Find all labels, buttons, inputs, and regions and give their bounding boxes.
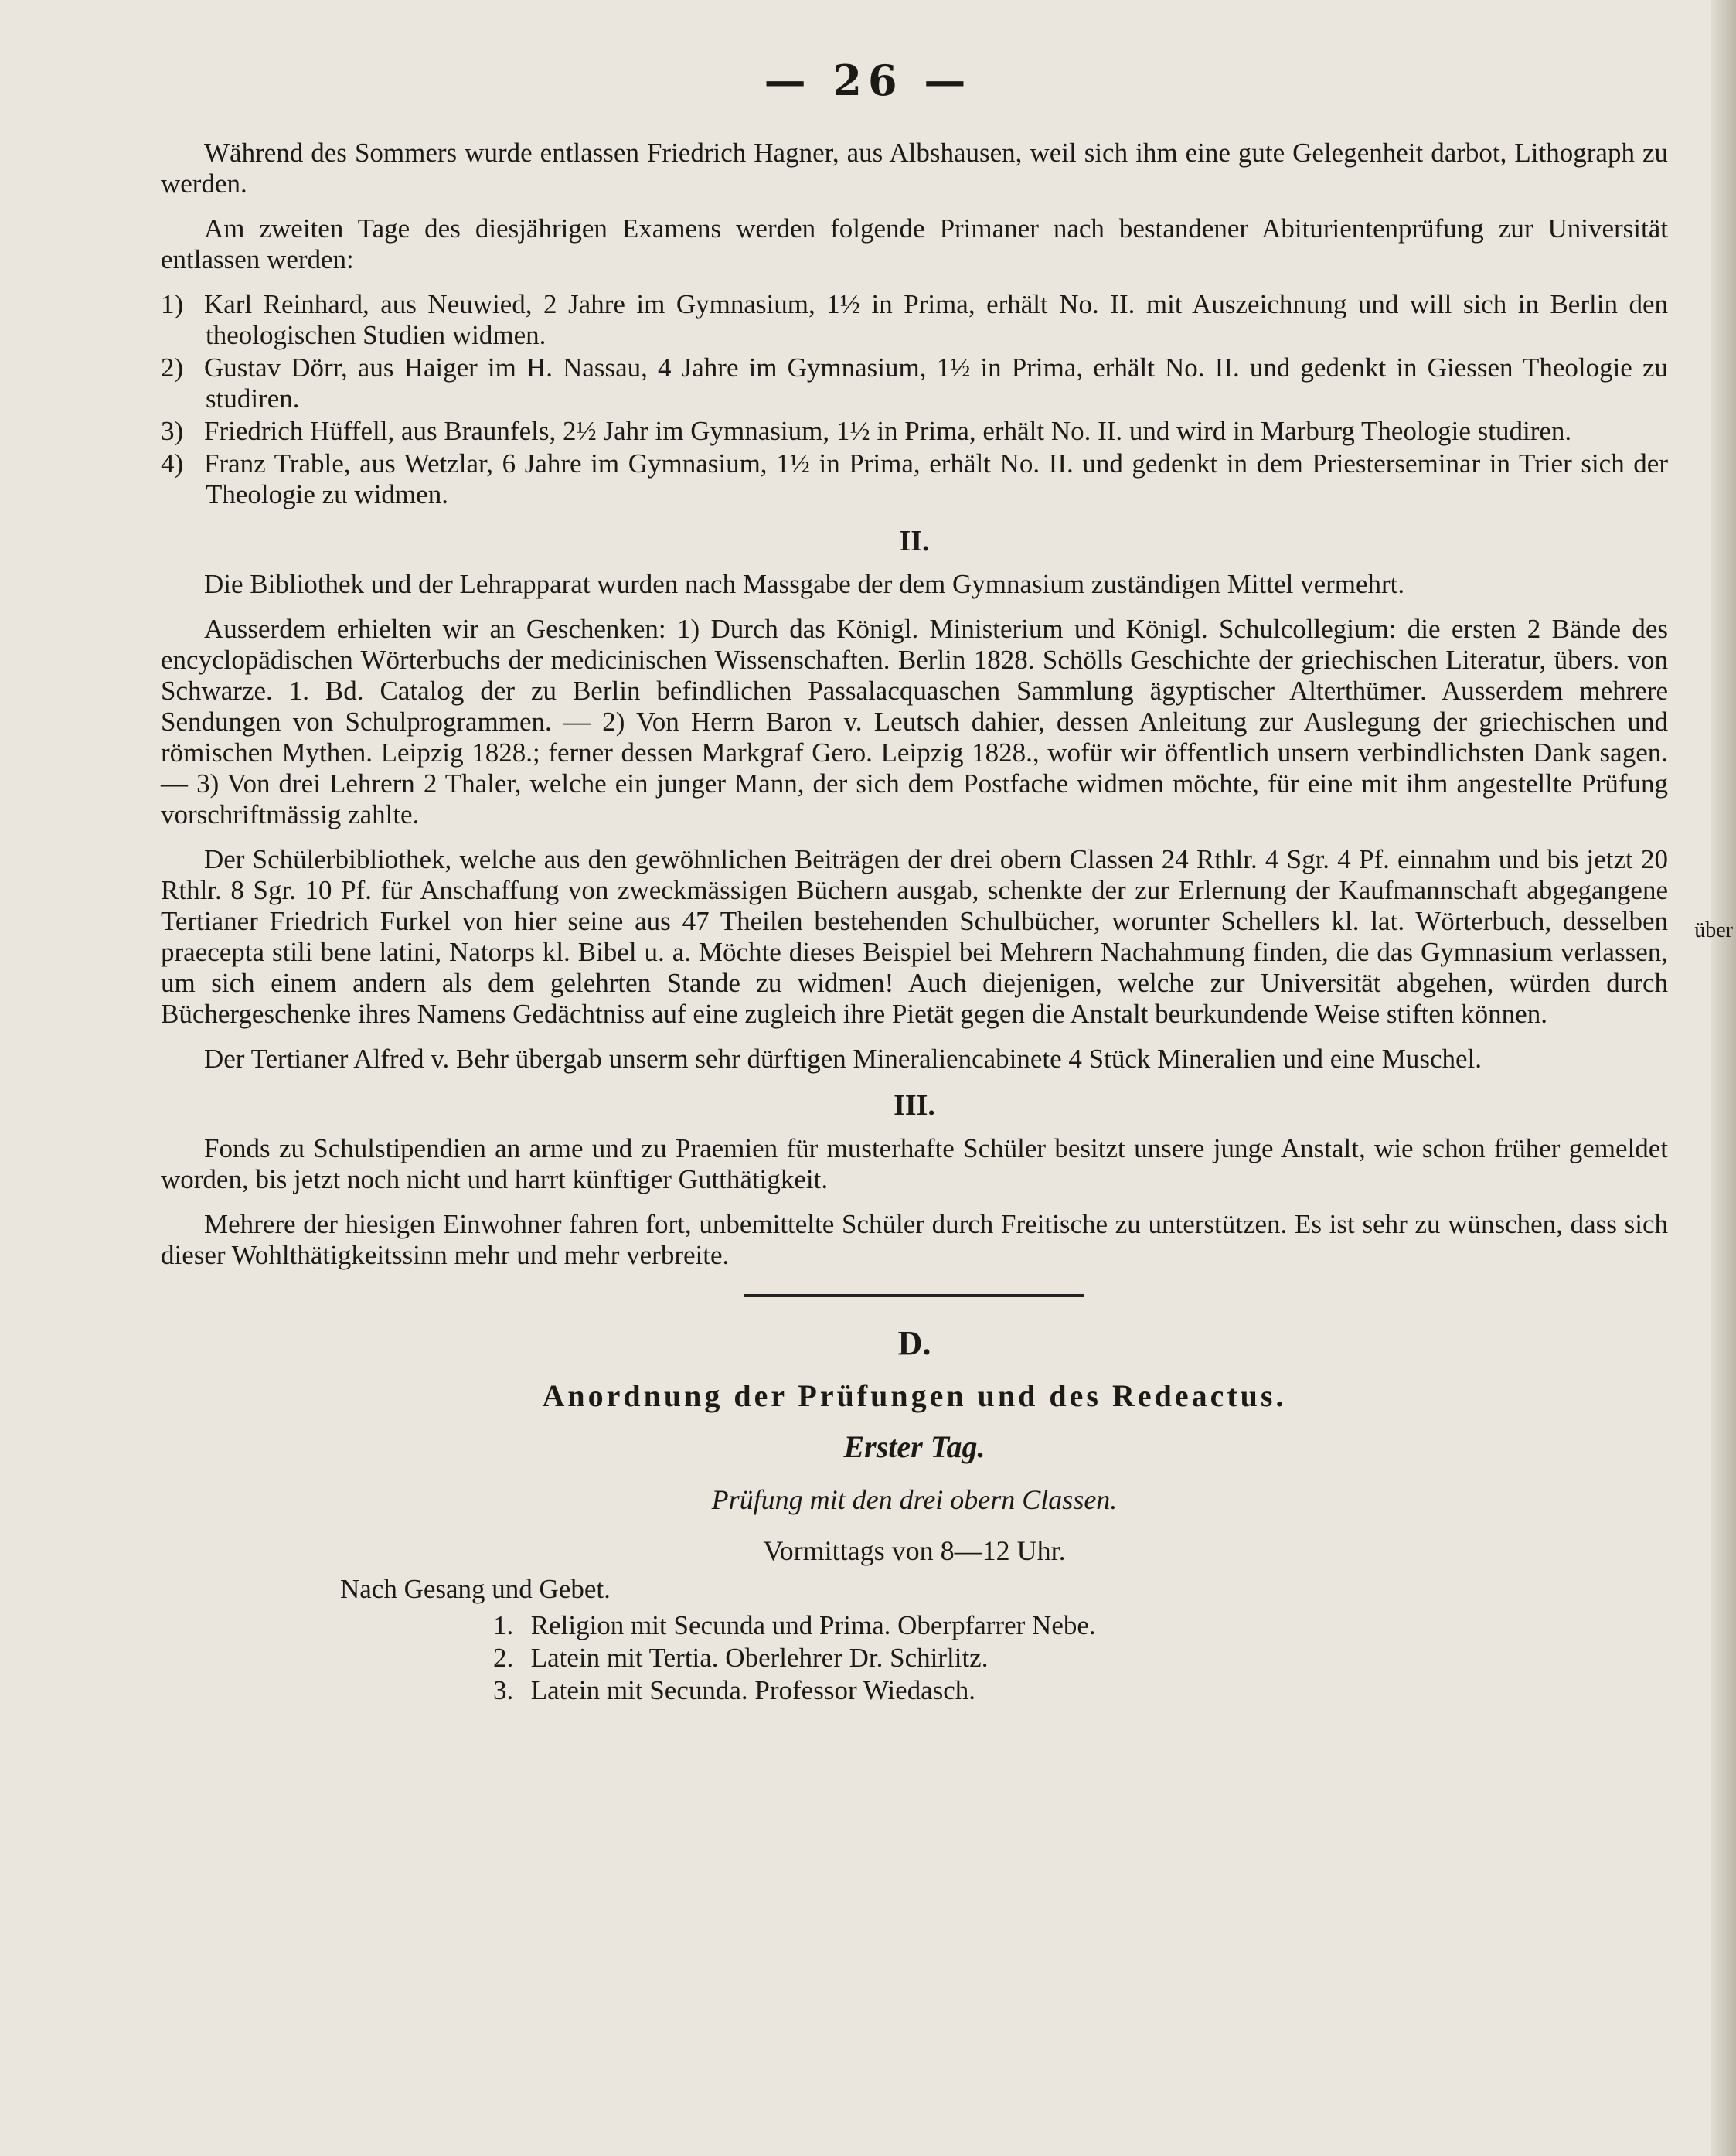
list-number: 4) xyxy=(161,448,184,479)
page-edge xyxy=(1711,0,1736,2156)
margin-note: über xyxy=(1694,918,1733,942)
list-text: Gustav Dörr, aus Haiger im H. Nassau, 4 Jahre im Gymnasium, 1½ in Prima, erhält No. II. und gedenkt in Giessen Theologie zu studiren. xyxy=(204,353,1668,414)
paragraph: Am zweiten Tage des diesjährigen Examens werden folgende Primaner nach bestandener Abiturientenprüfung zur Universität entlassen werden: xyxy=(161,213,1668,274)
schedule-item xyxy=(493,1609,1668,1642)
paragraph: Der Tertianer Alfred v. Behr übergab unserm sehr dürftigen Mineraliencabinete 4 Stück Mineralien und eine Muschel. xyxy=(204,1044,1482,1074)
page-number: — 26 — xyxy=(764,56,972,105)
schedule-item xyxy=(493,1642,1668,1674)
list-text: Karl Reinhard, aus Neuwied, 2 Jahre im Gymnasium, 1½ in Prima, erhält No. II. mit Auszeichnung und will sich in Berlin den theologischen Studien widmen. xyxy=(204,289,1668,350)
list-text: Friedrich Hüffell, aus Braunfels, 2½ Jahr im Gymnasium, 1½ in Prima, erhält No. II. und wird in Marburg Theologie studiren. xyxy=(204,416,1572,446)
list-number: 2) xyxy=(161,353,184,383)
paragraph: Ausserdem erhielten wir an Geschenken: 1) Durch das Königl. Ministerium und Königl. Schulcollegium: die ersten 2 Bände des encyclopädischen Wörterbuchs der medicinischen Wissenschaften. Berlin 1828. Schölls Geschichte der griechischen Literatur, übers. von Schwarze. 1. Bd. Catalog der zu Berlin befindlichen Passalacquaschen Sammlung ägyptischer Alterthümer. Ausserdem mehrere Sendungen von Schulprogrammen. — 2) Von Herrn Baron v. Leutsch dahier, dessen Anleitung zur Auslegung der griechischen und römischen Mythen. Leipzig 1828.; ferner dessen Markgraf Gero. Leipzig 1828., wofür wir öffentlich unsern verbindlichsten Dank sagen. — 3) Von drei Lehrern 2 Thaler, welche ein junger Mann, der sich dem Postfache widmen möchte, für eine mit ihm angestellte Prüfung vorschriftmässig zahlte. xyxy=(161,614,1668,829)
exam-schedule xyxy=(161,1609,1668,1707)
schedule-text: Religion mit Secunda und Prima. Oberpfarrer Nebe. xyxy=(530,1610,1096,1640)
paragraph: Die Bibliothek und der Lehrapparat wurden nach Massgabe der dem Gymnasium zuständigen Mittel vermehrt. xyxy=(204,569,1405,599)
paragraph: Mehrere der hiesigen Einwohner fahren fort, unbemittelte Schüler durch Freitische zu unterstützen. Es ist sehr zu wünschen, dass sich dieser Wohlthätigkeitssinn mehr und mehr verbreite. xyxy=(161,1209,1668,1270)
schedule-item xyxy=(493,1674,1668,1707)
list-item xyxy=(161,448,1668,510)
list-item xyxy=(161,289,1668,351)
list-number: 3) xyxy=(161,416,184,446)
list-number: 1) xyxy=(161,289,184,319)
paragraph: Der Schülerbibliothek, welche aus den gewöhnlichen Beiträgen der drei obern Classen 24 Rthlr. 4 Sgr. 4 Pf. einnahm und bis jetzt 20 Rthlr. 8 Sgr. 10 Pf. für Anschaffung von zweckmässigen Büchern ausgab, schenkte der zur Erlernung der Kaufmannschaft abgegangene Tertianer Friedrich Furkel von hier seine aus 47 Theilen bestehenden Schulbücher, worunter Schellers kl. lat. Wörterbuch, desselben praecepta stili bene latini, Natorps kl. Bibel u. a. Möchte dieses Beispiel bei Mehrern Nachahmung finden, die das Gymnasium verlassen, um sich einem andern als dem gelehrten Stande zu widmen! Auch diejenigen, welche zur Universität abgehen, würden durch Büchergeschenke ihres Namens Gedächtniss auf eine zugleich ihre Pietät gegen die Anstalt beurkundende Weise stiften können. xyxy=(161,844,1668,1029)
schedule-number: 3. xyxy=(493,1675,514,1705)
section-title: Anordnung der Prüfungen und des Redeactus. xyxy=(542,1378,1287,1413)
section-heading: II. xyxy=(899,525,930,557)
day-title: Erster Tag. xyxy=(843,1429,985,1464)
schedule-number: 2. xyxy=(493,1643,514,1673)
list-item xyxy=(161,416,1668,447)
schedule-number: 1. xyxy=(493,1610,514,1640)
section-1 xyxy=(161,138,1668,1707)
exam-time: Vormittags von 8—12 Uhr. xyxy=(763,1535,1066,1566)
paragraph: Während des Sommers wurde entlassen Friedrich Hagner, aus Albshausen, weil sich ihm eine gute Gelegenheit darbot, Lithograph zu werden. xyxy=(161,138,1668,199)
schedule-text: Latein mit Tertia. Oberlehrer Dr. Schirlitz. xyxy=(530,1643,989,1673)
exam-subtitle: Prüfung mit den drei obern Classen. xyxy=(711,1484,1118,1515)
schedule-text: Latein mit Secunda. Professor Wiedasch. xyxy=(530,1675,976,1705)
section-heading: III. xyxy=(894,1089,935,1122)
list-text: Franz Trable, aus Wetzlar, 6 Jahre im Gymnasium, 1½ in Prima, erhält No. II. und gedenkt in dem Priesterseminar in Trier sich der Theologie zu widmen. xyxy=(204,448,1668,509)
paragraph: Fonds zu Schulstipendien an arme und zu Praemien für musterhafte Schüler besitzt unsere junge Anstalt, wie schon früher gemeldet worden, bis jetzt noch nicht und harrt künftiger Gutthätigkeit. xyxy=(161,1133,1668,1194)
list-item xyxy=(161,353,1668,414)
divider xyxy=(744,1294,1084,1297)
intro-line: Nach Gesang und Gebet. xyxy=(340,1574,611,1604)
graduate-list xyxy=(161,289,1668,510)
section-letter: D. xyxy=(897,1324,931,1362)
